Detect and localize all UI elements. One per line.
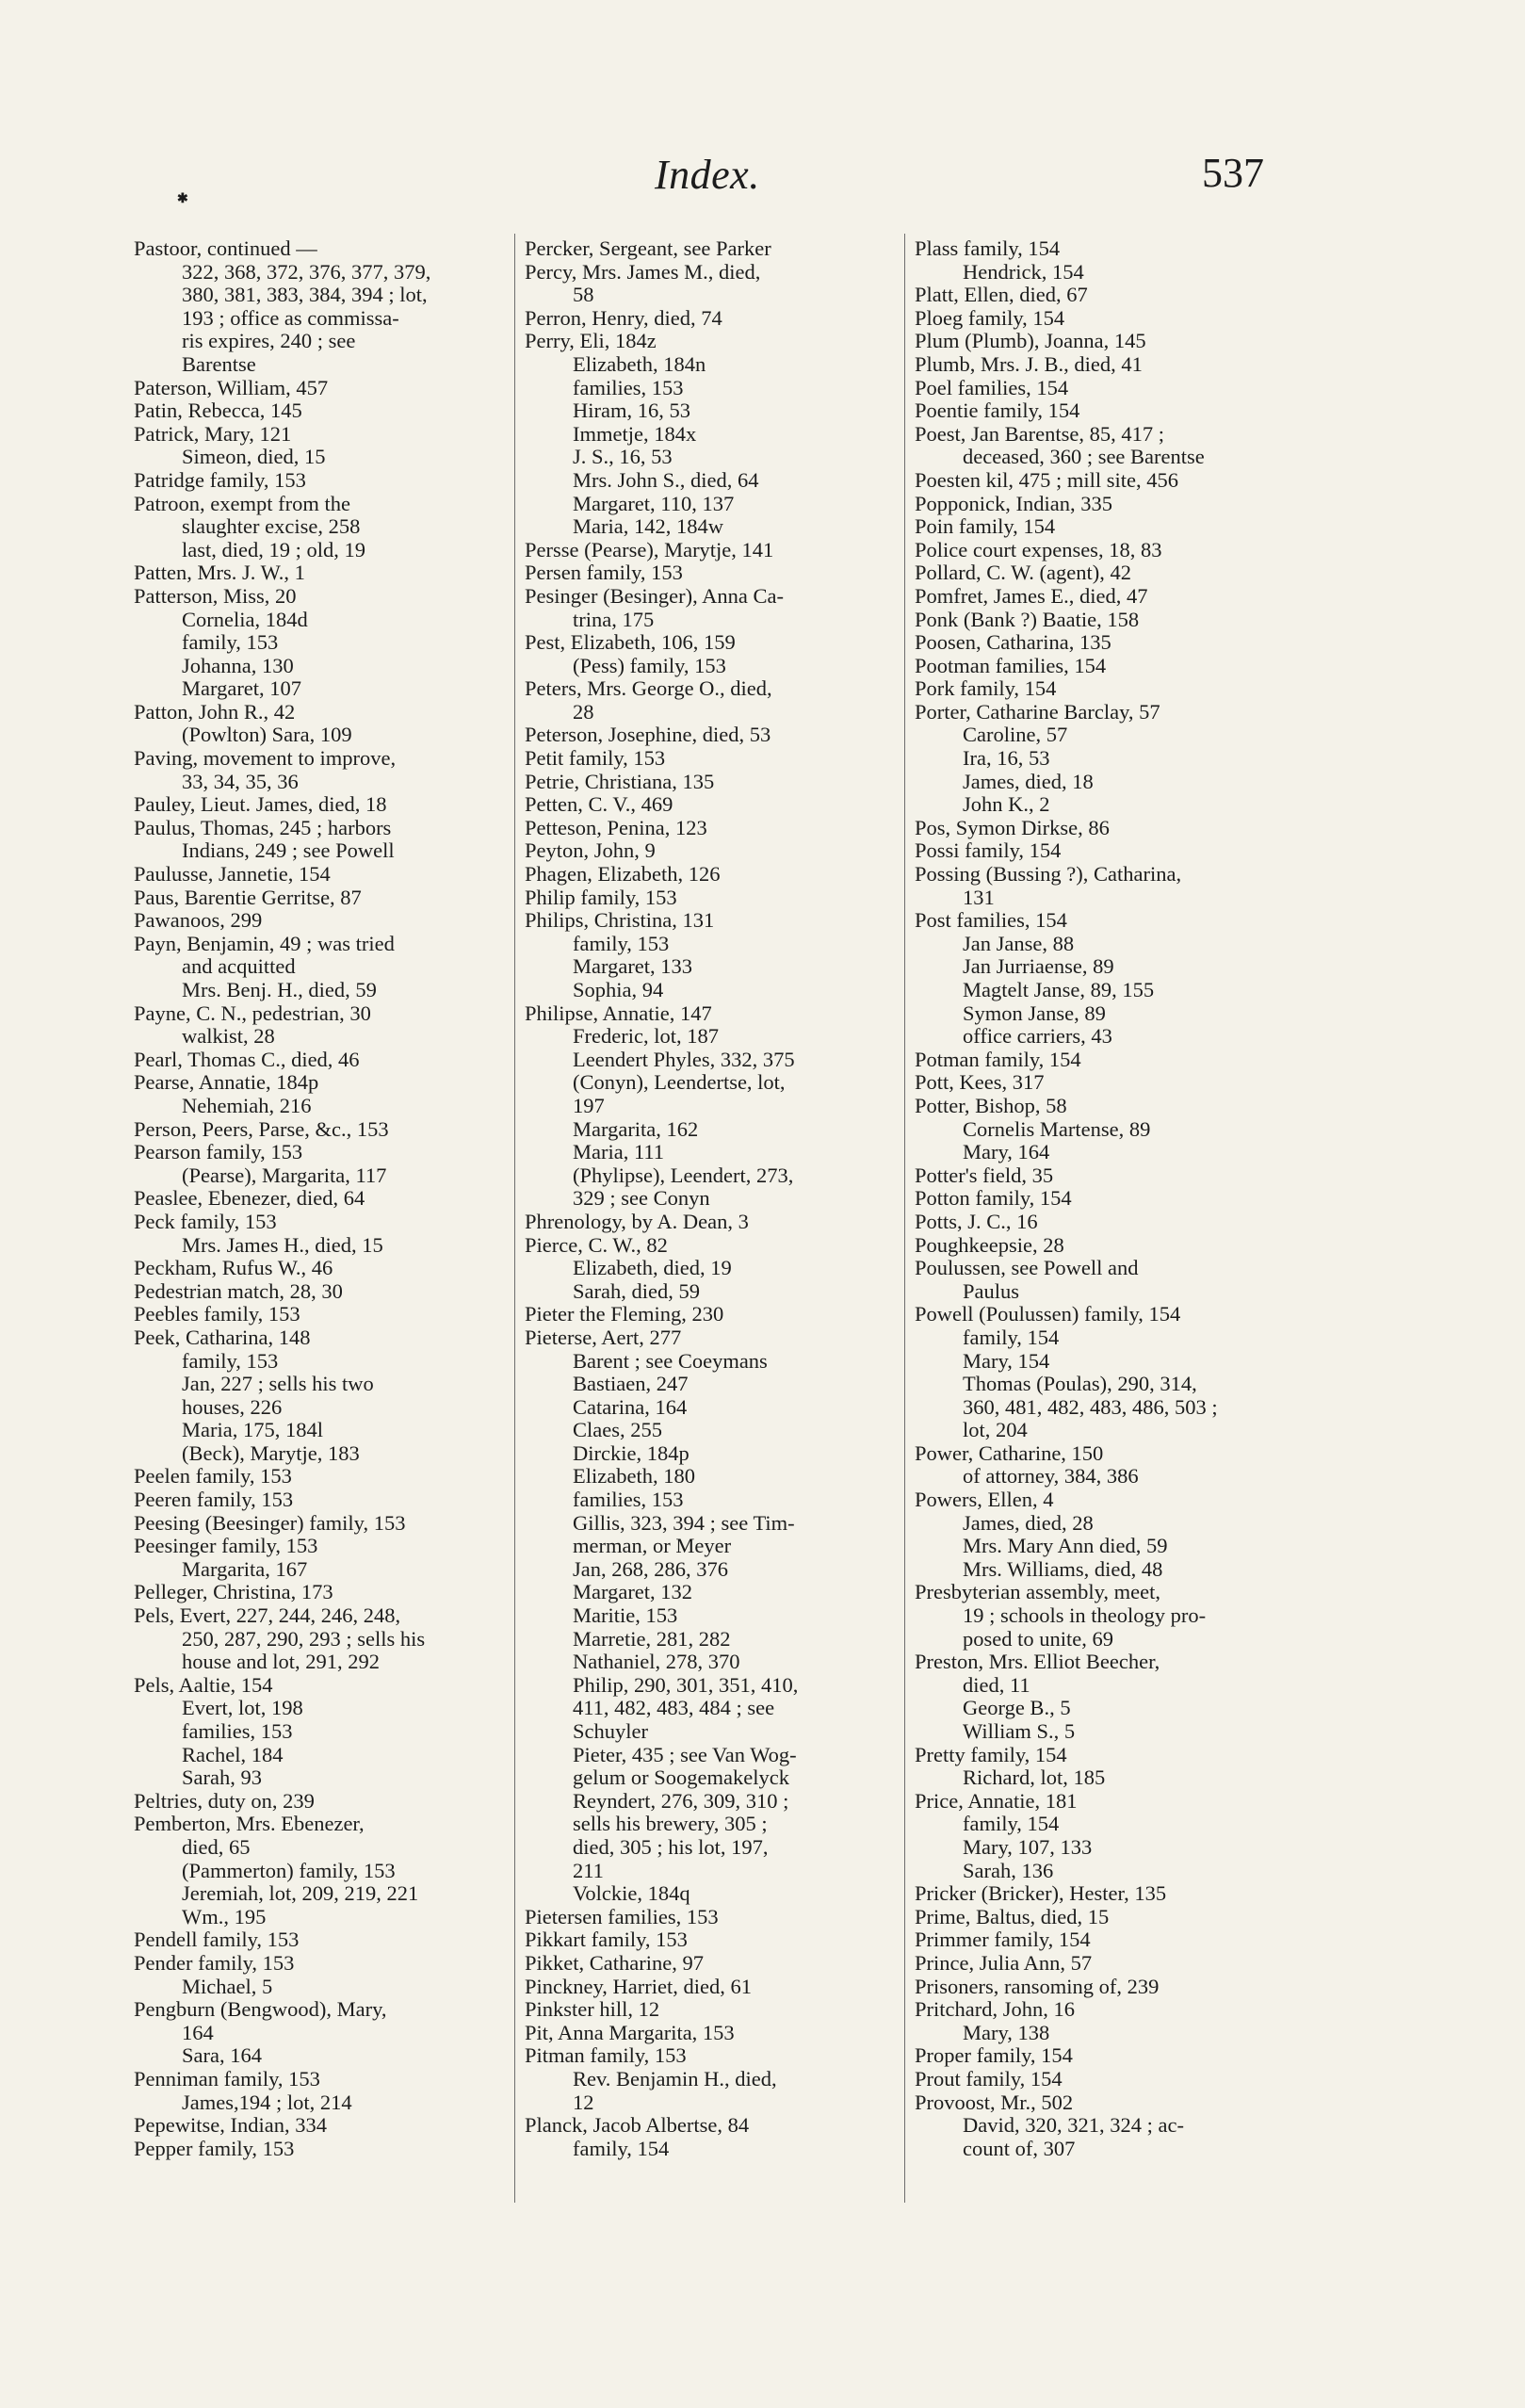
index-entry: Pretty family, 154 [915, 1743, 1067, 1766]
index-subentry: (Beck), Marytje, 183 [182, 1441, 360, 1465]
index-subentry: Paulus [963, 1279, 1020, 1303]
index-subentry: Marretie, 281, 282 [573, 1627, 731, 1651]
running-title: Index. [655, 152, 760, 198]
index-subentry: Immetje, 184x [573, 422, 697, 446]
index-entry: Peesinger family, 153 [134, 1535, 318, 1558]
index-entry: Possi family, 154 [915, 839, 1062, 863]
index-subentry: deceased, 360 ; see Barentse [963, 446, 1205, 469]
index-subentry: Magtelt Janse, 89, 155 [963, 979, 1155, 1001]
index-subentry: ris expires, 240 ; see [182, 330, 356, 353]
index-subentry: Sarah, 136 [963, 1859, 1054, 1882]
index-column-1 [134, 237, 503, 2160]
index-subentry: (Pess) family, 153 [573, 654, 726, 677]
index-subentry: Richard, lot, 185 [963, 1766, 1106, 1790]
index-entry: Powell (Poulussen) family, 154 [915, 1303, 1181, 1326]
index-entry: Pritchard, John, 16 [915, 1998, 1075, 2022]
index-subentry: Cornelis Martense, 89 [963, 1117, 1151, 1141]
index-subentry: Maria, 142, 184w [573, 515, 723, 539]
index-entry: Patrick, Mary, 121 [134, 422, 292, 446]
index-entry: Provoost, Mr., 502 [915, 2091, 1074, 2114]
index-subentry: 329 ; see Conyn [573, 1187, 710, 1211]
index-subentry: family, 154 [963, 1813, 1060, 1836]
index-subentry: Mrs. Williams, died, 48 [963, 1557, 1163, 1581]
index-subentry: Maria, 111 [573, 1141, 665, 1164]
index-subentry: houses, 226 [182, 1395, 283, 1419]
index-entry: Pelleger, Christina, 173 [134, 1581, 333, 1604]
page-header [0, 143, 1525, 209]
index-entry: Poel families, 154 [915, 376, 1069, 399]
index-subentry: Jeremiah, lot, 209, 219, 221 [182, 1882, 419, 1906]
index-entry: Pierce, C. W., 82 [525, 1233, 668, 1257]
index-entry: Pearl, Thomas C., died, 46 [134, 1048, 360, 1071]
index-subentry: Volckie, 184q [573, 1882, 690, 1906]
index-entry: Prince, Julia Ann, 57 [915, 1951, 1093, 1975]
index-entry: Primmer family, 154 [915, 1928, 1091, 1952]
index-subentry: Claes, 255 [573, 1419, 662, 1442]
index-entry: Price, Annatie, 181 [915, 1789, 1078, 1813]
index-subentry: Symon Janse, 89 [963, 1001, 1106, 1025]
index-entry: Peebles family, 153 [134, 1303, 300, 1326]
column-divider [514, 234, 515, 2203]
index-entry: Peckham, Rufus W., 46 [134, 1257, 333, 1280]
index-entry: Phrenology, by A. Dean, 3 [525, 1210, 749, 1233]
index-entry: Philipse, Annatie, 147 [525, 1001, 712, 1025]
index-subentry: Barentse [182, 352, 256, 376]
index-subentry: merman, or Meyer [573, 1535, 732, 1558]
index-entry: Pinkster hill, 12 [525, 1998, 660, 2022]
index-entry: Potter's field, 35 [915, 1163, 1054, 1187]
index-entry: Persse (Pearse), Marytje, 141 [525, 538, 774, 561]
index-subentry: Mary, 107, 133 [963, 1835, 1093, 1859]
index-subentry: Gillis, 323, 394 ; see Tim- [573, 1511, 795, 1535]
index-entry: Peltries, duty on, 239 [134, 1789, 315, 1813]
column-divider [904, 234, 905, 2203]
index-entry: Pos, Symon Dirkse, 86 [915, 816, 1110, 839]
index-subentry: Maria, 175, 184l [182, 1419, 323, 1442]
index-subentry: 193 ; office as commissa- [182, 306, 399, 330]
index-entry: Popponick, Indian, 335 [915, 492, 1112, 515]
index-entry: Pearse, Annatie, 184p [134, 1071, 319, 1095]
index-subentry: George B., 5 [963, 1697, 1071, 1720]
index-subentry: slaughter excise, 258 [182, 515, 361, 539]
index-subentry: 58 [573, 284, 594, 307]
index-entry: Prime, Baltus, died, 15 [915, 1905, 1110, 1928]
index-subentry: 250, 287, 290, 293 ; sells his [182, 1627, 426, 1651]
index-subentry: Margarita, 167 [182, 1557, 308, 1581]
index-subentry: (Powlton) Sara, 109 [182, 724, 352, 747]
index-subentry: (Pammerton) family, 153 [182, 1859, 396, 1882]
index-entry: Patton, John R., 42 [134, 700, 296, 724]
index-entry: Poesten kil, 475 ; mill site, 456 [915, 468, 1178, 492]
index-entry: Potman family, 154 [915, 1048, 1081, 1071]
index-subentry: lot, 204 [963, 1419, 1028, 1442]
index-subentry: family, 153 [182, 631, 279, 655]
index-subentry: Indians, 249 ; see Powell [182, 839, 395, 863]
index-entry: Percker, Sergeant, see Parker [525, 237, 771, 260]
index-entry: Pearson family, 153 [134, 1141, 303, 1164]
index-subentry: Margaret, 133 [573, 955, 693, 979]
index-entry: Paving, movement to improve, [134, 747, 397, 771]
index-entry: Pels, Evert, 227, 244, 246, 248, [134, 1604, 401, 1628]
index-entry: Pemberton, Mrs. Ebenezer, [134, 1813, 365, 1836]
index-subentry: Rachel, 184 [182, 1743, 284, 1766]
index-entry: Pepewitse, Indian, 334 [134, 2114, 327, 2138]
index-subentry: William S., 5 [963, 1720, 1076, 1743]
index-entry: Perry, Eli, 184z [525, 330, 657, 353]
index-subentry: gelum or Soogemakelyck [573, 1766, 789, 1790]
index-entry: Pieterse, Aert, 277 [525, 1326, 682, 1349]
index-subentry: Nehemiah, 216 [182, 1094, 312, 1117]
index-subentry: Barent ; see Coeymans [573, 1349, 768, 1373]
index-subentry: Elizabeth, 180 [573, 1465, 695, 1489]
index-entry: Pinckney, Harriet, died, 61 [525, 1975, 752, 1998]
index-entry: Pit, Anna Margarita, 153 [525, 2021, 735, 2044]
index-subentry: 322, 368, 372, 376, 377, 379, [182, 260, 431, 284]
index-entry: Peesing (Beesinger) family, 153 [134, 1511, 406, 1535]
index-subentry: Mrs. Benj. H., died, 59 [182, 979, 377, 1001]
index-column-3 [915, 237, 1284, 2160]
index-entry: Patroon, exempt from the [134, 492, 350, 515]
index-subentry: Maritie, 153 [573, 1604, 678, 1628]
index-entry: Pastoor, continued — [134, 237, 317, 260]
index-subentry: families, 153 [573, 376, 684, 399]
index-subentry: house and lot, 291, 292 [182, 1651, 380, 1674]
index-subentry: 380, 381, 383, 384, 394 ; lot, [182, 284, 428, 307]
index-entry: Peaslee, Ebenezer, died, 64 [134, 1187, 365, 1211]
index-subentry: Elizabeth, died, 19 [573, 1257, 732, 1280]
index-subentry: Leendert Phyles, 332, 375 [573, 1048, 795, 1071]
index-subentry: Sophia, 94 [573, 979, 664, 1001]
index-entry: Pikkart family, 153 [525, 1928, 688, 1952]
index-subentry: Schuyler [573, 1720, 648, 1743]
index-entry: Potton family, 154 [915, 1187, 1072, 1211]
page-number: 537 [1202, 150, 1264, 196]
index-subentry: of attorney, 384, 386 [963, 1465, 1139, 1489]
index-subentry: Cornelia, 184d [182, 608, 308, 631]
index-subentry: 197 [573, 1094, 605, 1117]
index-subentry: Margarita, 162 [573, 1117, 699, 1141]
index-entry: Pikket, Catharine, 97 [525, 1951, 704, 1975]
index-subentry: 164 [182, 2021, 214, 2044]
index-entry: Peek, Catharina, 148 [134, 1326, 311, 1349]
index-entry: Phagen, Elizabeth, 126 [525, 863, 721, 887]
index-entry: Petrie, Christiana, 135 [525, 770, 715, 793]
index-entry: Prisoners, ransoming of, 239 [915, 1975, 1160, 1998]
index-entry: Pietersen families, 153 [525, 1905, 719, 1928]
index-subentry: Thomas (Poulas), 290, 314, [963, 1373, 1197, 1396]
index-subentry: Evert, lot, 198 [182, 1697, 303, 1720]
index-subentry: James, died, 18 [963, 770, 1094, 793]
index-entry: Platt, Ellen, died, 67 [915, 284, 1088, 307]
index-entry: Peters, Mrs. George O., died, [525, 677, 772, 701]
index-subentry: 28 [573, 700, 594, 724]
index-subentry: Mary, 154 [963, 1349, 1050, 1373]
index-entry: Paulusse, Jannetie, 154 [134, 863, 331, 887]
index-entry: Pootman families, 154 [915, 654, 1107, 677]
index-entry: Pitman family, 153 [525, 2044, 687, 2068]
index-subentry: Margaret, 110, 137 [573, 492, 735, 515]
index-entry: Poest, Jan Barentse, 85, 417 ; [915, 422, 1164, 446]
index-entry: Peelen family, 153 [134, 1465, 292, 1489]
index-entry: Persen family, 153 [525, 561, 683, 585]
index-subentry: family, 153 [182, 1349, 279, 1373]
index-subentry: sells his brewery, 305 ; [573, 1813, 768, 1836]
index-subentry: 33, 34, 35, 36 [182, 770, 299, 793]
index-entry: Penniman family, 153 [134, 2067, 320, 2091]
index-entry: Ploeg family, 154 [915, 306, 1065, 330]
index-entry: Pott, Kees, 317 [915, 1071, 1045, 1095]
index-subentry: walkist, 28 [182, 1025, 275, 1049]
index-subentry: 411, 482, 483, 484 ; see [573, 1697, 775, 1720]
index-subentry: Dirckie, 184p [573, 1441, 689, 1465]
index-entry: Percy, Mrs. James M., died, [525, 260, 761, 284]
index-entry: Pesinger (Besinger), Anna Ca- [525, 584, 784, 608]
index-subentry: Caroline, 57 [963, 724, 1068, 747]
index-entry: Petit family, 153 [525, 747, 666, 771]
index-entry: Pengburn (Bengwood), Mary, [134, 1998, 387, 2022]
index-entry: Power, Catharine, 150 [915, 1441, 1104, 1465]
index-entry: Potts, J. C., 16 [915, 1210, 1038, 1233]
index-subentry: Jan Janse, 88 [963, 932, 1075, 955]
index-subentry: Wm., 195 [182, 1905, 267, 1928]
index-entry: Poin family, 154 [915, 515, 1056, 539]
index-entry: Plum (Plumb), Joanna, 145 [915, 330, 1146, 353]
index-subentry: 360, 481, 482, 483, 486, 503 ; [963, 1395, 1218, 1419]
index-subentry: David, 320, 321, 324 ; ac- [963, 2114, 1184, 2138]
index-subentry: Sarah, 93 [182, 1766, 262, 1790]
index-entry: Powers, Ellen, 4 [915, 1489, 1054, 1512]
index-entry: Pels, Aaltie, 154 [134, 1673, 273, 1697]
index-subentry: John K., 2 [963, 793, 1050, 817]
index-column-2 [525, 237, 894, 2160]
index-entry: Poentie family, 154 [915, 399, 1080, 423]
index-entry: Presbyterian assembly, meet, [915, 1581, 1160, 1604]
index-entry: Prout family, 154 [915, 2067, 1063, 2091]
index-entry: Poulussen, see Powell and [915, 1257, 1139, 1280]
index-entry: Paulus, Thomas, 245 ; harbors [134, 816, 392, 839]
index-subentry: Nathaniel, 278, 370 [573, 1651, 740, 1674]
index-entry: Patridge family, 153 [134, 468, 306, 492]
index-entry: Planck, Jacob Albertse, 84 [525, 2114, 750, 2138]
index-subentry: office carriers, 43 [963, 1025, 1112, 1049]
index-entry: Peeren family, 153 [134, 1489, 294, 1512]
index-entry: Pendell family, 153 [134, 1928, 300, 1952]
index-subentry: families, 153 [573, 1489, 684, 1512]
index-subentry: Mary, 164 [963, 1141, 1050, 1164]
index-entry: Payn, Benjamin, 49 ; was tried [134, 932, 395, 955]
index-subentry: Philip, 290, 301, 351, 410, [573, 1673, 799, 1697]
index-subentry: Pieter, 435 ; see Van Wog- [573, 1743, 797, 1766]
index-entry: Porter, Catharine Barclay, 57 [915, 700, 1160, 724]
index-subentry: 19 ; schools in theology pro- [963, 1604, 1207, 1628]
index-entry: Preston, Mrs. Elliot Beecher, [915, 1651, 1160, 1674]
index-subentry: Jan Jurriaense, 89 [963, 955, 1114, 979]
index-subentry: family, 154 [963, 1326, 1060, 1349]
index-entry: Pawanoos, 299 [134, 909, 263, 933]
index-subentry: Reyndert, 276, 309, 310 ; [573, 1789, 789, 1813]
index-entry: Peck family, 153 [134, 1210, 277, 1233]
index-subentry: (Pearse), Margarita, 117 [182, 1163, 387, 1187]
index-subentry: 211 [573, 1859, 604, 1882]
index-entry: Pender family, 153 [134, 1951, 295, 1975]
index-subentry: Elizabeth, 184n [573, 352, 706, 376]
index-entry: Patten, Mrs. J. W., 1 [134, 561, 305, 585]
index-entry: Poosen, Catharina, 135 [915, 631, 1111, 655]
index-entry: Philips, Christina, 131 [525, 909, 715, 933]
index-subentry: Rev. Benjamin H., died, [573, 2067, 777, 2091]
index-subentry: trina, 175 [573, 608, 655, 631]
index-entry: Payne, C. N., pedestrian, 30 [134, 1001, 371, 1025]
index-subentry: Bastiaen, 247 [573, 1373, 689, 1396]
index-entry: Post families, 154 [915, 909, 1067, 933]
index-subentry: Mrs. James H., died, 15 [182, 1233, 383, 1257]
index-entry: Petten, C. V., 469 [525, 793, 673, 817]
index-subentry: Margaret, 132 [573, 1581, 693, 1604]
index-subentry: (Conyn), Leendertse, lot, [573, 1071, 786, 1095]
index-subentry: Mrs. John S., died, 64 [573, 468, 759, 492]
index-entry: Plumb, Mrs. J. B., died, 41 [915, 352, 1143, 376]
index-entry: Patterson, Miss, 20 [134, 584, 297, 608]
index-subentry: Jan, 268, 286, 376 [573, 1557, 728, 1581]
index-entry: Philip family, 153 [525, 886, 677, 909]
index-entry: Pork family, 154 [915, 677, 1057, 701]
index-entry: Police court expenses, 18, 83 [915, 538, 1162, 561]
index-subentry: Jan, 227 ; sells his two [182, 1373, 374, 1396]
index-subentry: Catarina, 164 [573, 1395, 688, 1419]
index-subentry: Michael, 5 [182, 1975, 273, 1998]
index-entry: Pepper family, 153 [134, 2137, 295, 2160]
index-subentry: Mrs. Mary Ann died, 59 [963, 1535, 1168, 1558]
index-subentry: and acquitted [182, 955, 296, 979]
index-entry: Pedestrian match, 28, 30 [134, 1279, 343, 1303]
index-entry: Paus, Barentie Gerritse, 87 [134, 886, 362, 909]
index-subentry: families, 153 [182, 1720, 293, 1743]
index-entry: Perron, Henry, died, 74 [525, 306, 722, 330]
index-entry: Possing (Bussing ?), Catharina, [915, 863, 1182, 887]
index-subentry: Ira, 16, 53 [963, 747, 1050, 771]
index-entry: Peterson, Josephine, died, 53 [525, 724, 771, 747]
index-entry: Peyton, John, 9 [525, 839, 656, 863]
index-entry: Pollard, C. W. (agent), 42 [915, 561, 1131, 585]
index-entry: Poughkeepsie, 28 [915, 1233, 1064, 1257]
index-entry: Potter, Bishop, 58 [915, 1094, 1067, 1117]
index-subentry: Johanna, 130 [182, 654, 294, 677]
index-subentry: Simeon, died, 15 [182, 446, 326, 469]
index-entry: Plass family, 154 [915, 237, 1061, 260]
index-subentry: family, 153 [573, 932, 670, 955]
index-subentry: J. S., 16, 53 [573, 446, 673, 469]
index-entry: Proper family, 154 [915, 2044, 1073, 2068]
index-entry: Patin, Rebecca, 145 [134, 399, 302, 423]
index-entry: Pomfret, James E., died, 47 [915, 584, 1148, 608]
index-subentry: Hiram, 16, 53 [573, 399, 690, 423]
index-entry: Pauley, Lieut. James, died, 18 [134, 793, 387, 817]
index-subentry: Sara, 164 [182, 2044, 262, 2068]
index-subentry: 131 [963, 886, 995, 909]
index-subentry: posed to unite, 69 [963, 1627, 1113, 1651]
index-subentry: James, died, 28 [963, 1511, 1094, 1535]
index-subentry: Frederic, lot, 187 [573, 1025, 719, 1049]
index-subentry: James,194 ; lot, 214 [182, 2091, 352, 2114]
index-subentry: (Phylipse), Leendert, 273, [573, 1163, 794, 1187]
index-entry: Petteson, Penina, 123 [525, 816, 707, 839]
index-subentry: Sarah, died, 59 [573, 1279, 700, 1303]
index-entry: Pricker (Bricker), Hester, 135 [915, 1882, 1167, 1906]
index-entry: Pieter the Fleming, 230 [525, 1303, 724, 1326]
index-subentry: died, 11 [963, 1673, 1030, 1697]
index-subentry: died, 305 ; his lot, 197, [573, 1835, 769, 1859]
index-entry: Pest, Elizabeth, 106, 159 [525, 631, 736, 655]
index-subentry: Margaret, 107 [182, 677, 302, 701]
index-entry: Ponk (Bank ?) Baatie, 158 [915, 608, 1140, 631]
index-entry: Paterson, William, 457 [134, 376, 329, 399]
stray-print-mark: ✱ [177, 192, 188, 206]
index-subentry: Hendrick, 154 [963, 260, 1084, 284]
index-subentry: last, died, 19 ; old, 19 [182, 538, 365, 561]
index-subentry: died, 65 [182, 1835, 251, 1859]
index-subentry: 12 [573, 2091, 594, 2114]
index-subentry: count of, 307 [963, 2137, 1076, 2160]
index-subentry: Mary, 138 [963, 2021, 1050, 2044]
index-subentry: family, 154 [573, 2137, 670, 2160]
index-entry: Person, Peers, Parse, &c., 153 [134, 1117, 389, 1141]
